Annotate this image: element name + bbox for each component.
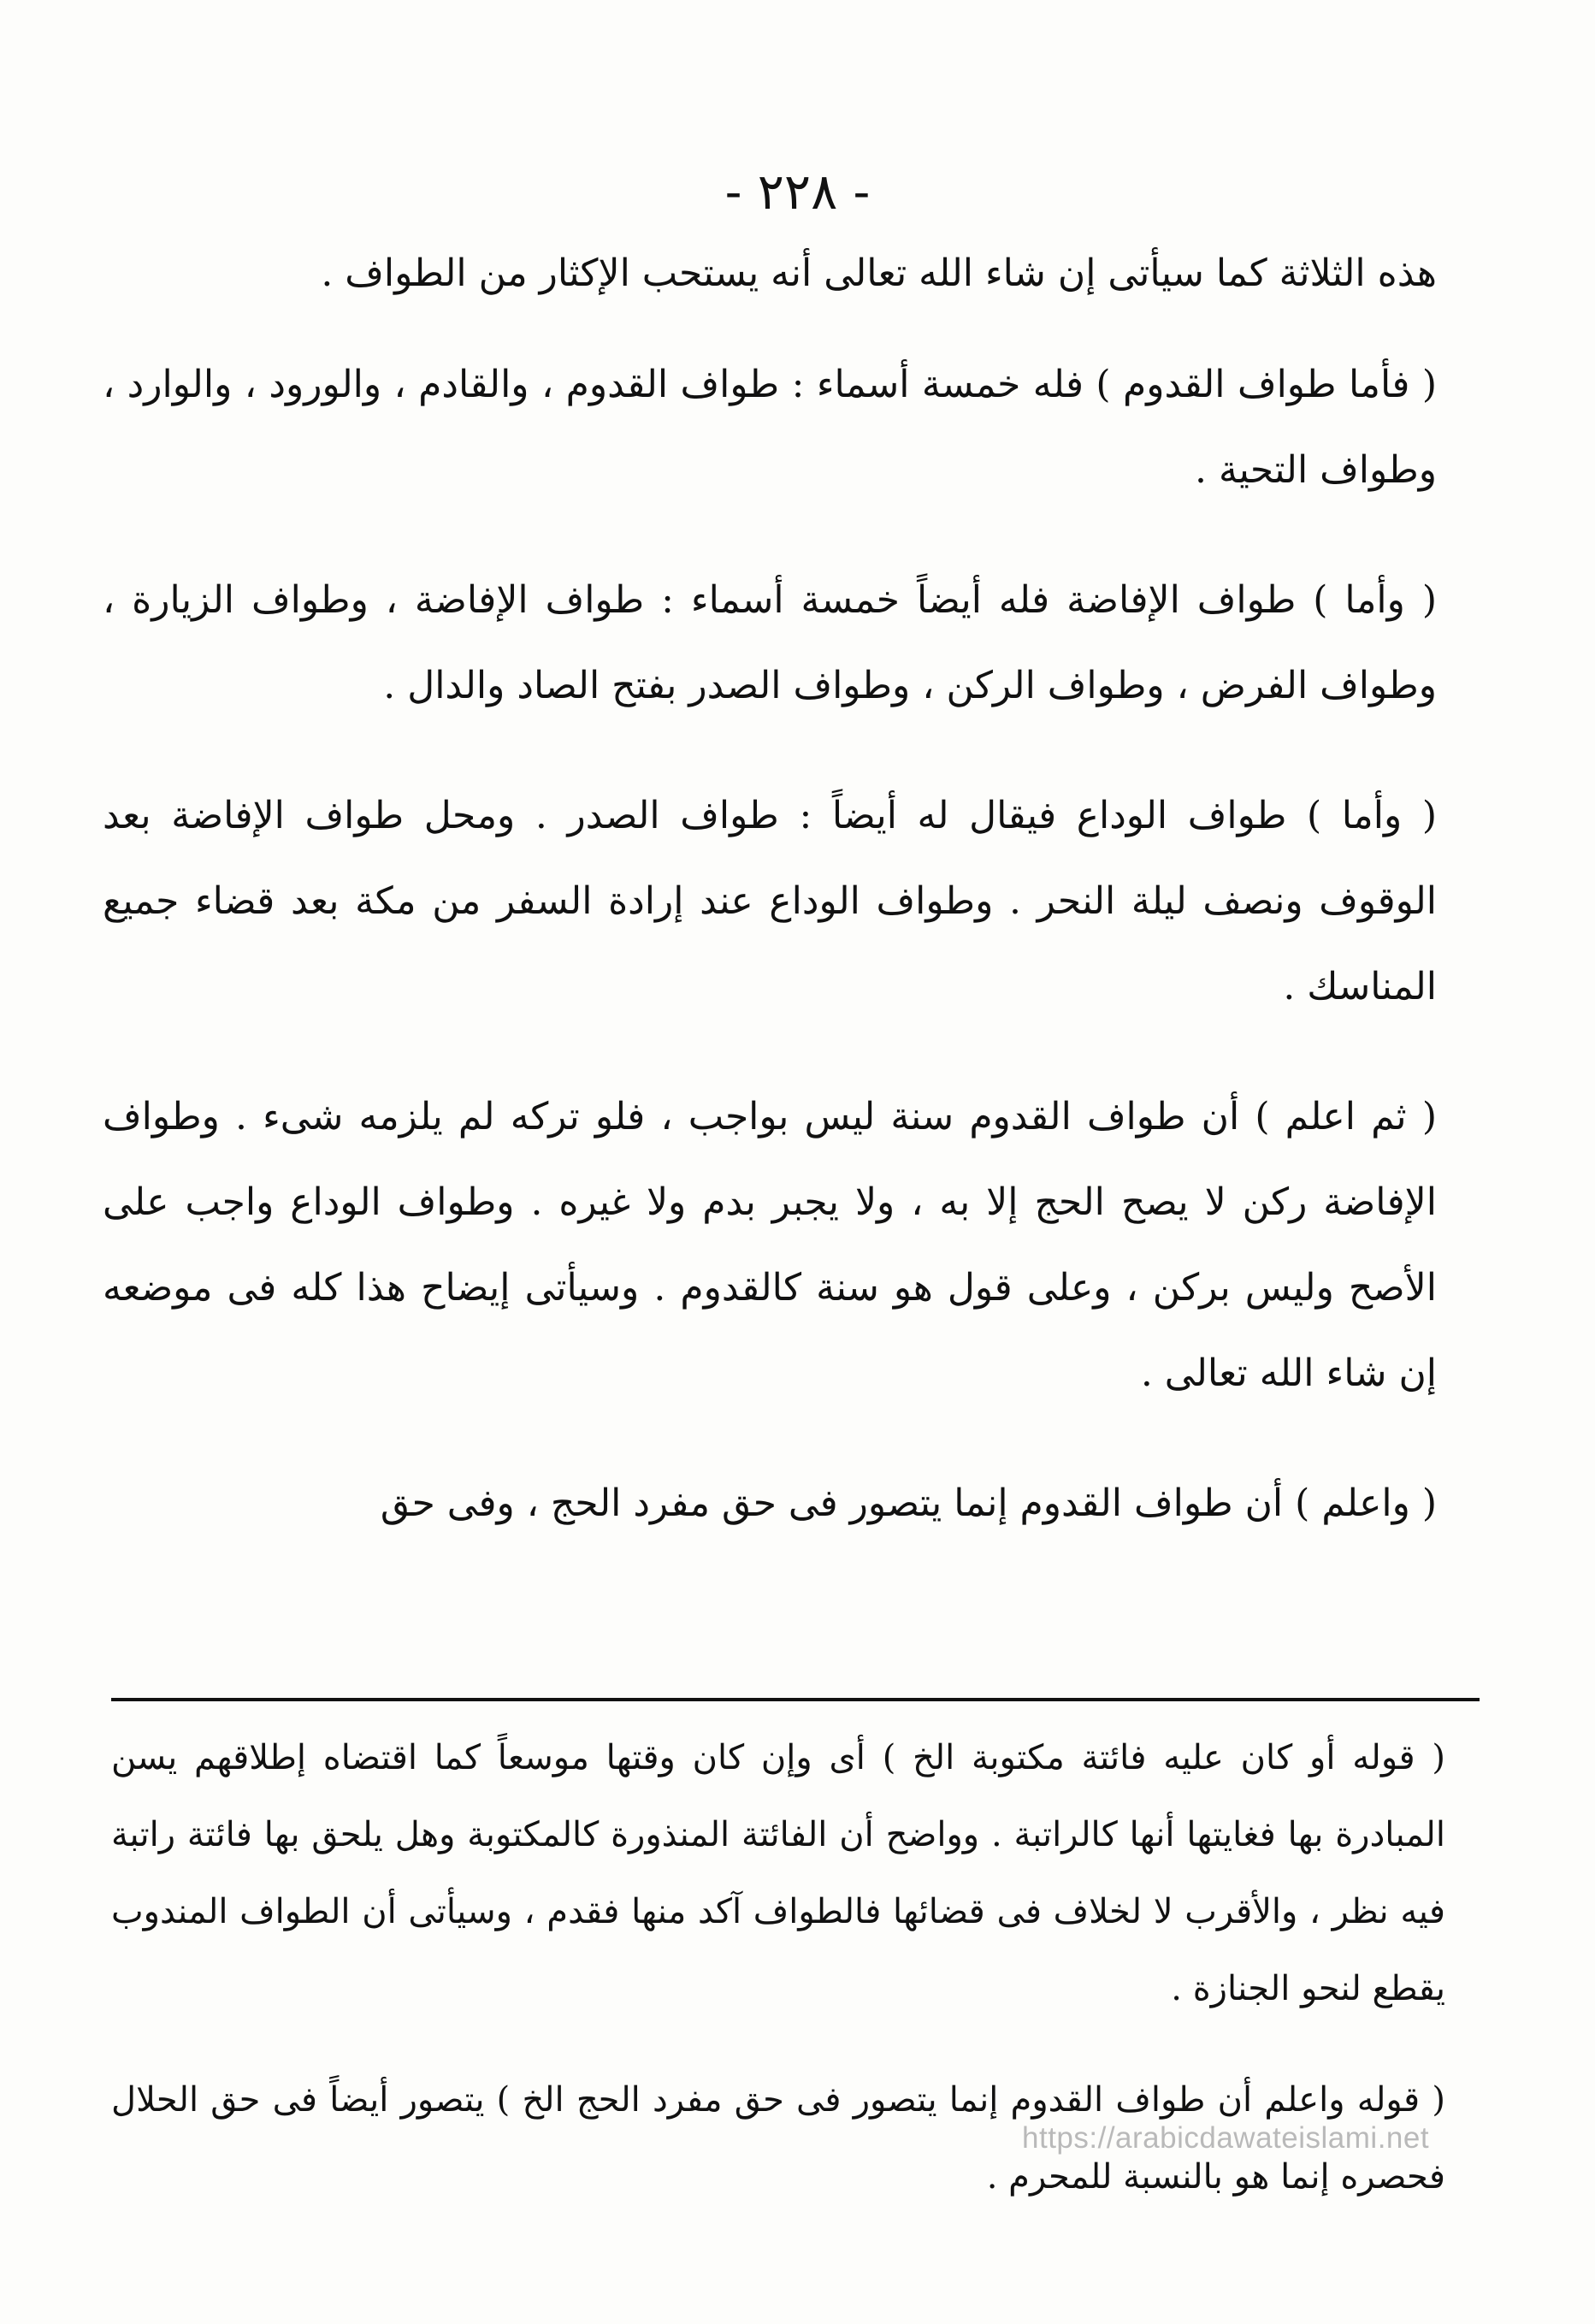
paragraph-tawaf-ifadah: ( وأما ) طواف الإفاضة فله أيضاً خمسة أسماء : طواف الإفاضة ، وطواف الزيارة ، وطواف الفرض ، وطواف الركن ، وطواف الصدر بفتح الصاد والدال . bbox=[103, 578, 1437, 707]
paragraph-tawaf-qudum: ( فأما طواف القدوم ) فله خمسة أسماء : طواف القدوم ، والقادم ، والورود ، والوارد ، وطواف التحية . bbox=[103, 363, 1437, 492]
paragraph-ruling: ( ثم اعلم ) أن طواف القدوم سنة ليس بواجب ، فلو تركه لم يلزمه شىء . وطواف الإفاضة ركن لا يصح الحج إلا به ، ولا يجبر بدم ولا غيره . وطواف الوداع واجب على الأصح وليس بركن ، وعلى قول هو سنة كالقدوم . وسيأتى إيضاح هذا كله فى موضعه إن شاء الله تعالى . bbox=[103, 1095, 1437, 1395]
paragraph-intro: هذه الثلاثة كما سيأتى إن شاء الله تعالى أنه يستحب الإكثار من الطواف . bbox=[321, 251, 1437, 295]
footnotes bbox=[111, 1719, 1445, 2250]
footnote-item: ( قوله أو كان عليه فائتة مكتوبة الخ ) أى وإن كان وقتها موسعاً كما اقتضاه إطلاقهم يسن المبادرة بها فغايتها أنها كالراتبة . وواضح أن الفائتة المنذورة كالمكتوبة وهل يلحق بها فائتة راتبة فيه نظر ، والأقرب لا لخلاف فى قضائها فالطواف آكد منها فقدم ، وسيأتى أن الطواف المندوب يقطع لنحو الجنازة . bbox=[111, 1738, 1445, 2008]
paragraph-tawaf-wada: ( وأما ) طواف الوداع فيقال له أيضاً : طواف الصدر . ومحل طواف الإفاضة بعد الوقوف ونصف ليلة النحر . وطواف الوداع عند إرادة السفر من مكة بعد قضاء جميع المناسك . bbox=[103, 794, 1437, 1008]
watermark-url: https://arabicdawateislami.net bbox=[1022, 2121, 1430, 2155]
footnote-item: ( قوله واعلم أن طواف القدوم إنما يتصور فى حق مفرد الحج الخ ) يتصور أيضاً فى حق الحلال فحصره إنما هو بالنسبة للمحرم . bbox=[111, 2080, 1445, 2197]
main-text bbox=[103, 231, 1437, 1591]
page-number: - ٢٢٨ - bbox=[724, 163, 871, 221]
paragraph-note: ( واعلم ) أن طواف القدوم إنما يتصور فى حق مفرد الحج ، وفى حق bbox=[380, 1481, 1437, 1525]
footnote-divider bbox=[111, 1698, 1480, 1701]
